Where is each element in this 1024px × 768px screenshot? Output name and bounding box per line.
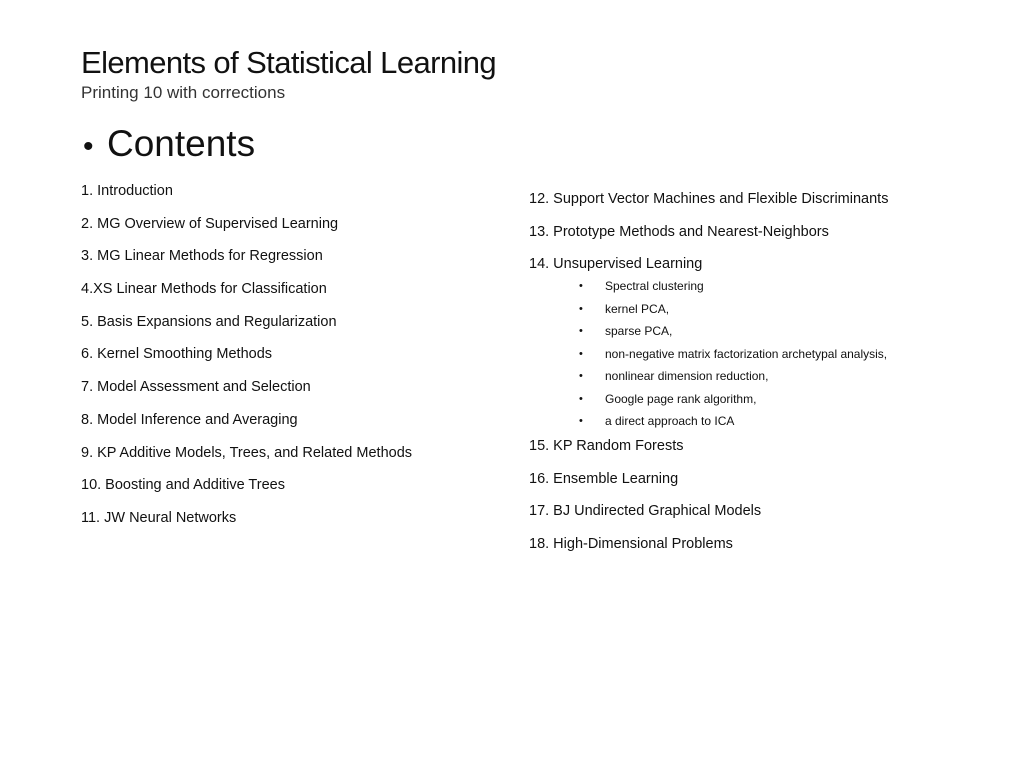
subtopic-item (579, 388, 989, 411)
chapter-item: 18. High-Dimensional Problems (529, 535, 733, 552)
bullet-icon: • (579, 325, 583, 338)
chapter-item: 16. Ensemble Learning (529, 470, 679, 487)
subtopic-label: a direct approach to ICA (605, 414, 735, 429)
subtopic-label: kernel PCA, (605, 301, 670, 316)
contents-heading (83, 122, 255, 169)
slide-title: Elements of Statistical Learning (81, 45, 497, 80)
chapter-item: 4.XS Linear Methods for Classification (81, 281, 327, 298)
chapter-item: 13. Prototype Methods and Nearest-Neighbors (529, 223, 829, 240)
chapter-list-left (81, 180, 501, 540)
subtopic-label: sparse PCA, (605, 324, 673, 339)
subtopic-item (579, 320, 989, 343)
subtopic-item (579, 410, 989, 433)
subtopic-label: Spectral clustering (605, 279, 704, 294)
chapter-item: 6. Kernel Smoothing Methods (81, 346, 273, 363)
chapter-item: 17. BJ Undirected Graphical Models (529, 503, 762, 520)
chapter-item: 3. MG Linear Methods for Regression (81, 248, 323, 265)
chapter-item: 8. Model Inference and Averaging (81, 411, 298, 428)
slide-subtitle: Printing 10 with corrections (81, 83, 286, 102)
chapter-item: 10. Boosting and Additive Trees (81, 477, 285, 494)
subtopic-label: nonlinear dimension reduction, (605, 369, 769, 384)
chapter-item-label: 14. Unsupervised Learning (529, 256, 703, 273)
chapter-item: 5. Basis Expansions and Regularization (81, 313, 337, 330)
subtopic-label: non-negative matrix factorization archetypal analysis, (605, 346, 888, 361)
bullet-icon: • (579, 280, 583, 293)
bullet-icon: • (579, 302, 583, 315)
subtopic-list (529, 275, 989, 433)
chapter-item-with-topics (529, 253, 989, 435)
subtopic-item (579, 298, 989, 321)
bullet-icon: • (83, 130, 94, 163)
bullet-icon: • (579, 415, 583, 428)
subtopic-item (579, 275, 989, 298)
chapter-list-right (529, 188, 989, 566)
subtopic-item (579, 343, 989, 366)
chapter-item: 1. Introduction (81, 183, 173, 199)
chapter-item: 7. Model Assessment and Selection (81, 379, 311, 396)
chapter-item: 12. Support Vector Machines and Flexible Discriminants (529, 191, 889, 207)
contents-heading-text: Contents (107, 123, 256, 164)
bullet-icon: • (579, 370, 583, 383)
chapter-item: 9. KP Additive Models, Trees, and Related Methods (81, 444, 413, 461)
subtopic-label: Google page rank algorithm, (605, 391, 757, 406)
chapter-item: 2. MG Overview of Supervised Learning (81, 215, 339, 232)
chapter-item: 15. KP Random Forests (529, 437, 684, 454)
bullet-icon: • (579, 347, 583, 360)
bullet-icon: • (579, 392, 583, 405)
subtopic-item (579, 365, 989, 388)
chapter-item: 11. JW Neural Networks (81, 509, 237, 526)
